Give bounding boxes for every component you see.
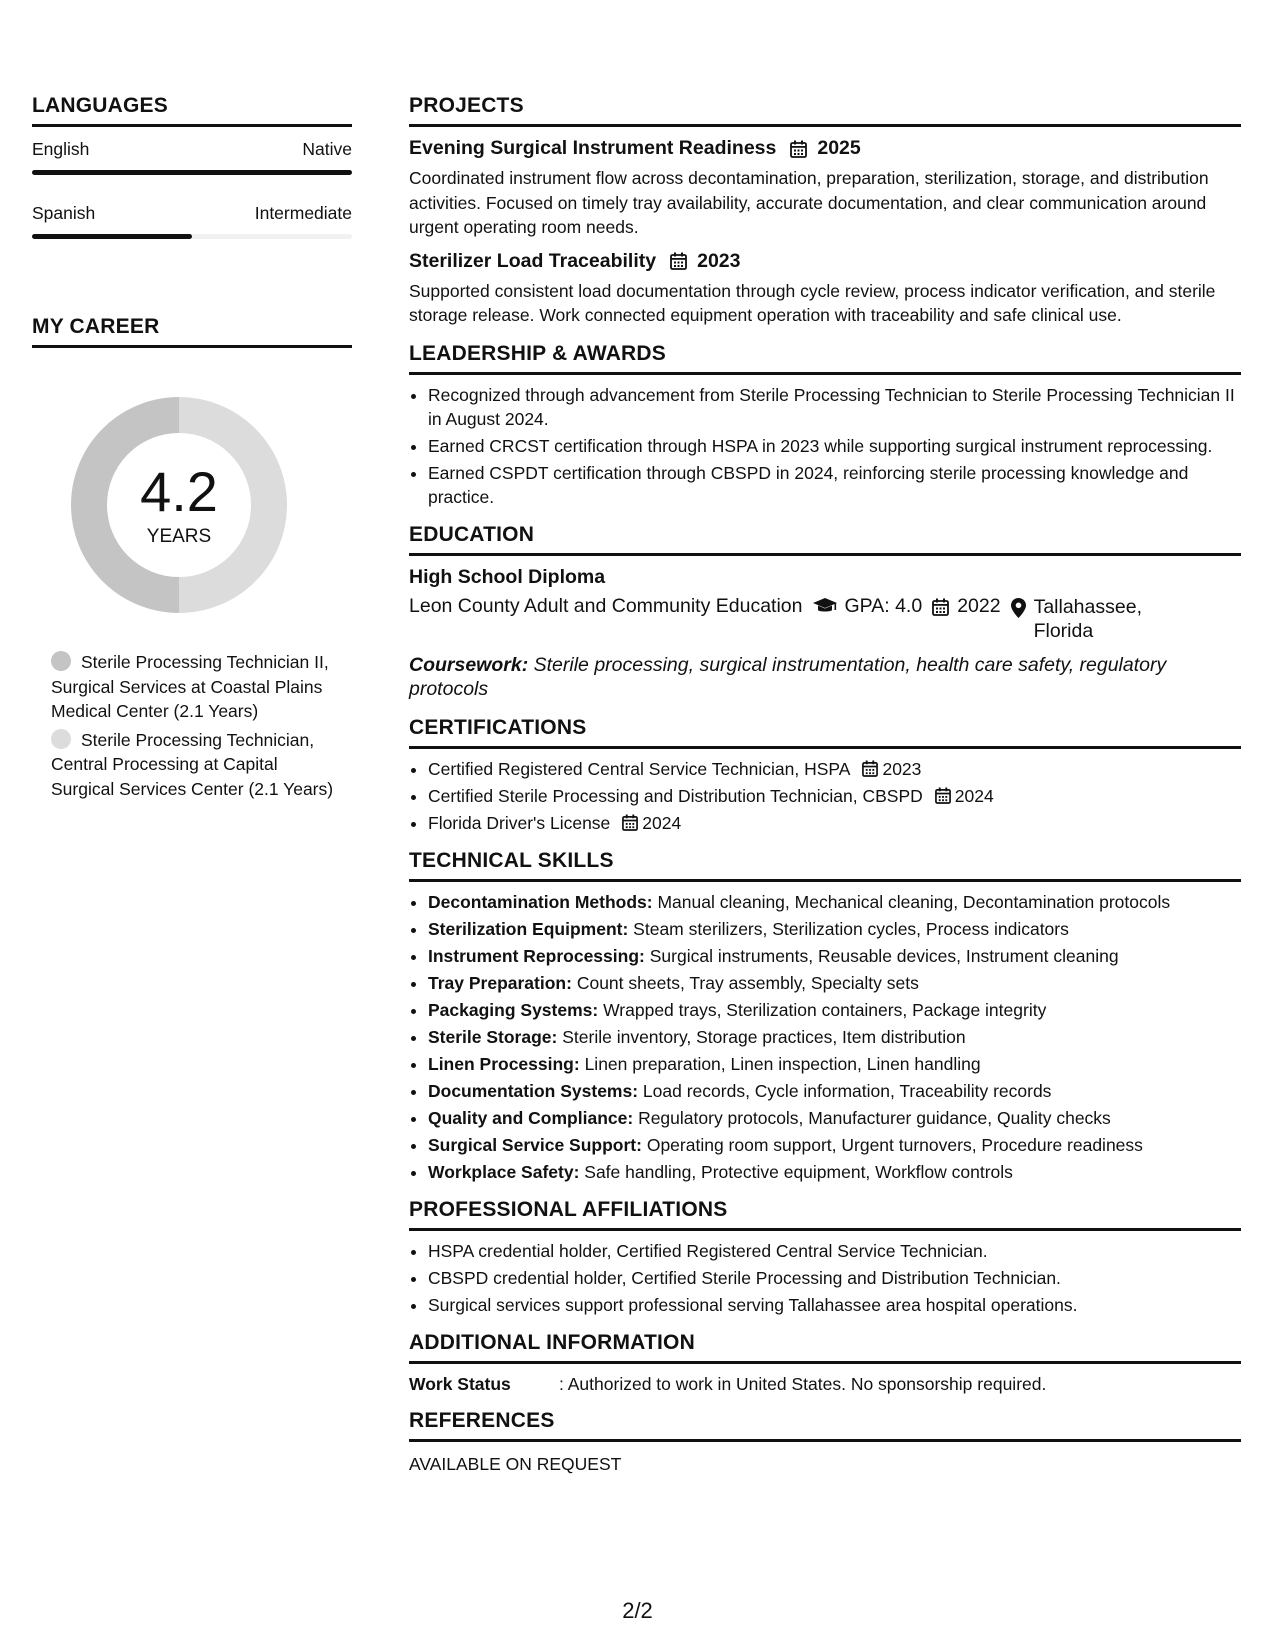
certifications-title: CERTIFICATIONS [409, 716, 1241, 749]
education-year: 2022 [957, 594, 1001, 617]
skill-category: Sterilization Equipment: [428, 918, 629, 939]
skill-category: Sterile Storage: [428, 1026, 558, 1047]
certification-name: • Certified Sterile Processing and Distribution Technician, CBSPD [428, 785, 923, 806]
skill-values: Safe handling, Protective equipment, Workflow controls [584, 1161, 1013, 1182]
calendar-icon [790, 140, 807, 158]
affiliations-list [409, 1239, 1241, 1317]
project-description: Supported consistent load documentation through cycle review, process indicator verification, and sterile storage release. Work connected equipment operation with traceability and safe clinical use. [409, 280, 1216, 325]
calendar-icon [935, 787, 951, 804]
skill-values: Steam sterilizers, Sterilization cycles, Process indicators [633, 918, 1069, 939]
skill-values: Load records, Cycle information, Traceability records [642, 1080, 1052, 1101]
certification-name: • Certified Registered Central Service Technician, HSPA [428, 758, 851, 779]
references-section [409, 1409, 1241, 1477]
education-gpa: GPA: 4.0 [844, 594, 923, 617]
education-coursework [409, 653, 1241, 702]
skill-category: Quality and Compliance: [428, 1107, 634, 1128]
skill-category: Tray Preparation: [428, 972, 572, 993]
skill-values: Operating room support, Urgent turnovers, Procedure readiness [646, 1134, 1143, 1155]
affiliations-title: PROFESSIONAL AFFILIATIONS [409, 1198, 1241, 1231]
leadership-title: LEADERSHIP & AWARDS [409, 342, 1241, 375]
certification-year: 2024 [954, 785, 994, 806]
calendar-icon [670, 252, 687, 270]
education-details [409, 595, 1241, 643]
skill-values: Manual cleaning, Mechanical cleaning, Decontamination protocols [657, 891, 1171, 912]
list-item [428, 998, 1241, 1022]
projects-section [409, 94, 1241, 328]
career-item-text: Sterile Processing Technician II, Surgical Services at Coastal Plains Medical Center (2.1 Years) [51, 652, 329, 721]
references-title: REFERENCES [409, 1409, 1241, 1442]
certification-year: 2023 [882, 758, 922, 779]
list-item [428, 971, 1241, 995]
skill-values: Surgical instruments, Reusable devices, Instrument cleaning [649, 945, 1119, 966]
list-item [428, 757, 1241, 781]
project-item [409, 137, 1241, 240]
language-proficiency-fill [32, 234, 192, 239]
career-donut-chart [66, 392, 292, 618]
education-section [409, 523, 1241, 702]
list-item [428, 811, 1241, 835]
list-item: • CBSPD credential holder, Certified Sterile Processing and Distribution Technician. [428, 1266, 1241, 1290]
skills-list [409, 890, 1241, 1184]
education-school: Leon County Adult and Community Education [409, 594, 803, 617]
list-item: • Surgical services support professional serving Tallahassee area hospital operations. [428, 1293, 1241, 1317]
project-year: 2025 [817, 137, 861, 159]
projects-title: PROJECTS [409, 94, 1241, 127]
list-item [428, 1079, 1241, 1103]
certifications-section [409, 716, 1241, 835]
list-item: • HSPA credential holder, Certified Registered Central Service Technician. [428, 1239, 1241, 1263]
list-item: • Earned CSPDT certification through CBSPD in 2024, reinforcing sterile processing knowledge and practice. [428, 461, 1241, 509]
calendar-icon [932, 598, 949, 616]
project-year: 2023 [697, 249, 741, 272]
language-level: Native [302, 139, 352, 159]
list-item [428, 1052, 1241, 1076]
list-item [428, 917, 1241, 941]
skill-category: Documentation Systems: [428, 1080, 639, 1101]
coursework-label: Coursework: [409, 653, 529, 676]
list-item [428, 1106, 1241, 1130]
work-status-label: Work Status [409, 1373, 511, 1394]
career-title: MY CAREER [32, 315, 352, 348]
references-text: AVAILABLE ON REQUEST [409, 1453, 622, 1474]
language-proficiency-fill [32, 170, 352, 175]
education-title: EDUCATION [409, 523, 1241, 556]
career-legend-dot [51, 651, 71, 671]
skill-category: Linen Processing: [428, 1053, 580, 1074]
left-column [32, 94, 352, 805]
skill-values: Count sheets, Tray assembly, Specialty sets [576, 972, 919, 993]
languages-title: LANGUAGES [32, 94, 352, 127]
project-name: Sterilizer Load Traceability [409, 249, 657, 272]
page-number: 2/2 [622, 1598, 653, 1623]
calendar-icon [622, 814, 638, 831]
career-total-years: 4.2 [140, 460, 218, 523]
education-location: Tallahassee, Florida [1033, 595, 1142, 642]
list-item: • Earned CRCST certification through HSPA in 2023 while supporting surgical instrument reprocessing. [428, 434, 1241, 458]
additional-section [409, 1331, 1241, 1395]
project-name: Evening Surgical Instrument Readiness [409, 137, 777, 159]
skill-category: Decontamination Methods: [428, 891, 653, 912]
list-item: • Recognized through advancement from Sterile Processing Technician to Sterile Processing Technician II in August 2024. [428, 383, 1241, 431]
career-item-text: Sterile Processing Technician, Central Processing at Capital Surgical Services Center (2.1 Years) [51, 729, 334, 799]
work-status-value: : Authorized to work in United States. No sponsorship required. [559, 1373, 1047, 1394]
career-item [51, 728, 341, 802]
language-proficiency-bar [32, 170, 352, 175]
career-item [51, 650, 341, 724]
right-column [409, 94, 1241, 1490]
language-level: Intermediate [254, 203, 352, 223]
skill-values: Regulatory protocols, Manufacturer guidance, Quality checks [638, 1107, 1111, 1128]
list-item [428, 1025, 1241, 1049]
skills-section [409, 849, 1241, 1184]
leadership-list [409, 383, 1241, 509]
certification-year: 2024 [642, 812, 682, 833]
skill-category: Packaging Systems: [428, 999, 599, 1020]
language-name: Spanish [32, 203, 96, 223]
graduation-cap-icon [813, 598, 837, 614]
skill-values: Linen preparation, Linen inspection, Linen handling [584, 1053, 981, 1074]
list-item [428, 944, 1241, 968]
certification-name: • Florida Driver's License [428, 812, 611, 833]
career-list [32, 650, 341, 801]
affiliations-section [409, 1198, 1241, 1317]
list-item [428, 1133, 1241, 1157]
skill-category: Instrument Reprocessing: [428, 945, 645, 966]
language-name: English [32, 139, 90, 159]
education-degree: High School Diploma [409, 565, 606, 588]
calendar-icon [862, 760, 878, 777]
project-item [409, 250, 1241, 328]
list-item [428, 784, 1241, 808]
skills-title: TECHNICAL SKILLS [409, 849, 1241, 882]
language-item [32, 203, 352, 239]
skill-category: Workplace Safety: [428, 1161, 580, 1182]
location-pin-icon [1011, 598, 1026, 618]
language-proficiency-bar [32, 234, 352, 239]
skill-values: Wrapped trays, Sterilization containers, Package integrity [603, 999, 1047, 1020]
career-legend-dot [51, 729, 71, 749]
skill-category: Surgical Service Support: [428, 1134, 642, 1155]
skill-values: Sterile inventory, Storage practices, Item distribution [562, 1026, 966, 1047]
career-years-label: YEARS [146, 526, 212, 547]
project-description: Coordinated instrument flow across decontamination, preparation, sterilization, storage, and distribution activities. Focused on timely tray availability, accurate documentation, and clear communication around urgent operating room needs. [409, 168, 1209, 237]
work-status-row [409, 1374, 1241, 1395]
list-item [428, 1160, 1241, 1184]
additional-title: ADDITIONAL INFORMATION [409, 1331, 1241, 1364]
coursework-text: Sterile processing, surgical instrumentation, health care safety, regulatory protocols [409, 653, 1167, 700]
leadership-section [409, 342, 1241, 509]
list-item [428, 890, 1241, 914]
certifications-list [409, 757, 1241, 835]
language-item [32, 139, 352, 175]
